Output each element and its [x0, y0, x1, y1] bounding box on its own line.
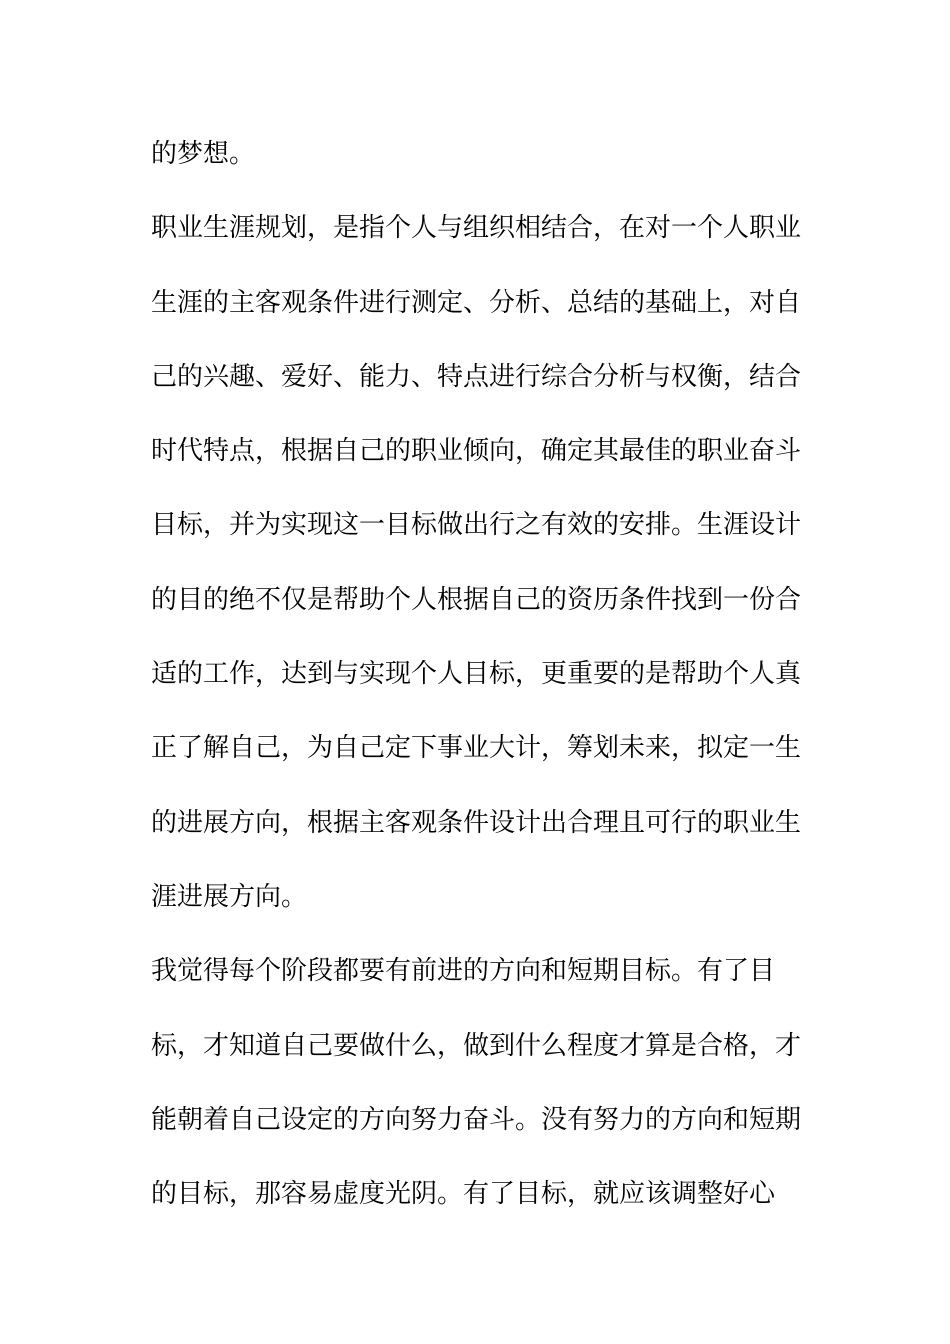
text-line-13: 标，才知道自己要做什么，做到什么程度才算是合格，才	[151, 1030, 801, 1061]
text-line-7: 的目的绝不仅是帮助个人根据自己的资历条件找到一份合	[151, 584, 801, 615]
text-line-1: 的梦想。	[151, 139, 256, 169]
text-line-2: 职业生涯规划，是指个人与组织相结合，在对一个人职业	[151, 213, 801, 244]
text-line-8: 适的工作，达到与实现个人目标，更重要的是帮助个人真	[151, 659, 801, 690]
text-line-15: 的目标，那容易虚度光阴。有了目标，就应该调整好心	[151, 1179, 776, 1210]
text-line-11: 涯进展方向。	[151, 881, 308, 912]
text-line-4: 己的兴趣、爱好、能力、特点进行综合分析与权衡，结合	[151, 361, 801, 392]
text-line-12: 我觉得每个阶段都要有前进的方向和短期目标。有了目	[151, 956, 776, 987]
text-line-6: 目标，并为实现这一目标做出行之有效的安排。生涯设计	[151, 510, 801, 541]
text-line-10: 的进展方向，根据主客观条件设计出合理且可行的职业生	[151, 807, 801, 838]
body-text	[151, 124, 801, 1238]
text-line-3: 生涯的主客观条件进行测定、分析、总结的基础上，对自	[151, 287, 801, 318]
text-line-5: 时代特点，根据自己的职业倾向，确定其最佳的职业奋斗	[151, 436, 801, 467]
text-line-9: 正了解自己，为自己定下事业大计，筹划未来，拟定一生	[151, 733, 801, 764]
text-line-14: 能朝着自己设定的方向努力奋斗。没有努力的方向和短期	[151, 1104, 801, 1135]
